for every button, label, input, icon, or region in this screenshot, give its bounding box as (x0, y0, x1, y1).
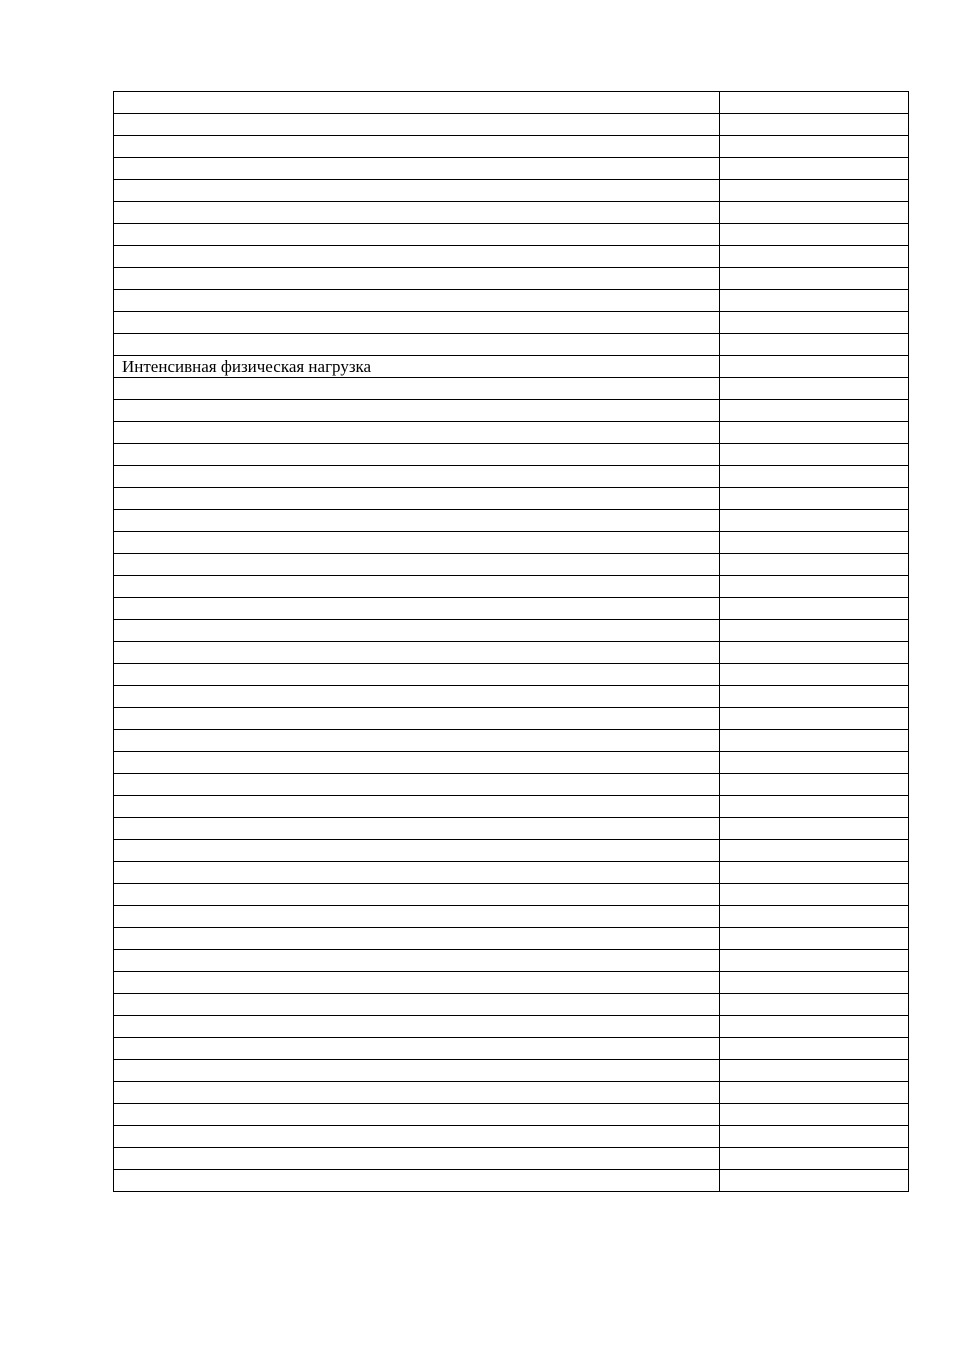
table-cell-value (720, 686, 909, 708)
table-cell-label (114, 268, 720, 290)
table-row (114, 444, 909, 466)
table-cell-label (114, 1016, 720, 1038)
table-row (114, 378, 909, 400)
table-cell-label (114, 818, 720, 840)
table-row (114, 796, 909, 818)
table-cell-value (720, 224, 909, 246)
table-cell-value (720, 180, 909, 202)
table-cell-label (114, 1104, 720, 1126)
table-cell-label (114, 290, 720, 312)
table-body (114, 92, 909, 1192)
table-row (114, 114, 909, 136)
table-row (114, 1038, 909, 1060)
table-cell-label (114, 1170, 720, 1192)
table-row (114, 862, 909, 884)
table-row (114, 92, 909, 114)
table-cell-label (114, 906, 720, 928)
table-cell-value (720, 488, 909, 510)
table-row (114, 708, 909, 730)
table-row (114, 576, 909, 598)
table-row (114, 246, 909, 268)
table-cell-label (114, 1126, 720, 1148)
table-cell-value (720, 268, 909, 290)
table-cell-value (720, 290, 909, 312)
table-cell-label (114, 972, 720, 994)
table-cell-label (114, 664, 720, 686)
table-cell-label (114, 180, 720, 202)
document-table (113, 91, 909, 1192)
table-cell-label (114, 92, 720, 114)
table-row (114, 774, 909, 796)
table-cell-value (720, 202, 909, 224)
table-row (114, 752, 909, 774)
table-row (114, 686, 909, 708)
table-row (114, 136, 909, 158)
table-row (114, 334, 909, 356)
table-cell-value (720, 356, 909, 378)
table-row (114, 1126, 909, 1148)
table-cell-label (114, 1038, 720, 1060)
table-row (114, 1016, 909, 1038)
table-cell-value (720, 1104, 909, 1126)
table-cell-value (720, 1038, 909, 1060)
table-cell-value (720, 422, 909, 444)
table-row (114, 224, 909, 246)
table-cell-value (720, 620, 909, 642)
table-cell-label (114, 642, 720, 664)
table-cell-label (114, 202, 720, 224)
table-cell-label (114, 444, 720, 466)
table-cell-label (114, 928, 720, 950)
table-cell-label (114, 1060, 720, 1082)
table-row (114, 1082, 909, 1104)
table-cell-label (114, 246, 720, 268)
table-row (114, 598, 909, 620)
table-cell-value (720, 972, 909, 994)
table-row (114, 290, 909, 312)
table-cell-value (720, 642, 909, 664)
table-row (114, 928, 909, 950)
table-cell-label (114, 510, 720, 532)
table-cell-label (114, 576, 720, 598)
table-cell-value (720, 466, 909, 488)
table-row (114, 466, 909, 488)
table-cell-label (114, 950, 720, 972)
table-row (114, 906, 909, 928)
table-cell-value (720, 664, 909, 686)
table-row (114, 972, 909, 994)
table-row (114, 950, 909, 972)
table-cell-value (720, 136, 909, 158)
table-row (114, 664, 909, 686)
table-row (114, 818, 909, 840)
table-cell-value (720, 752, 909, 774)
table-row (114, 202, 909, 224)
table-cell-label (114, 400, 720, 422)
table-cell-label (114, 488, 720, 510)
table-cell-label (114, 312, 720, 334)
table-cell-value (720, 1126, 909, 1148)
table-row (114, 158, 909, 180)
table-cell-label (114, 136, 720, 158)
table-cell-label (114, 224, 720, 246)
table-cell-label (114, 158, 720, 180)
table-cell-value (720, 796, 909, 818)
table-row (114, 268, 909, 290)
table-cell-value (720, 532, 909, 554)
table-row (114, 180, 909, 202)
table-cell-label (114, 730, 720, 752)
table-cell-label (114, 1082, 720, 1104)
table-cell-value (720, 510, 909, 532)
table-row (114, 422, 909, 444)
table-cell-label: Интенсивная физическая нагрузка (114, 356, 720, 378)
table-cell-value (720, 774, 909, 796)
table-row (114, 312, 909, 334)
table-cell-value (720, 862, 909, 884)
table-row (114, 510, 909, 532)
table-row (114, 730, 909, 752)
table-cell-value (720, 840, 909, 862)
table-row (114, 1170, 909, 1192)
table-row (114, 400, 909, 422)
table-cell-value (720, 950, 909, 972)
table-cell-value (720, 334, 909, 356)
table-cell-value (720, 444, 909, 466)
table-row (114, 884, 909, 906)
table-cell-value (720, 554, 909, 576)
table-cell-label (114, 686, 720, 708)
table-cell-value (720, 1082, 909, 1104)
table-row (114, 532, 909, 554)
table-cell-value (720, 994, 909, 1016)
table-cell-value (720, 906, 909, 928)
table-cell-value (720, 1016, 909, 1038)
table-cell-value (720, 1170, 909, 1192)
table-cell-value (720, 400, 909, 422)
table-cell-label (114, 334, 720, 356)
table-cell-label (114, 884, 720, 906)
table-row (114, 620, 909, 642)
table-cell-value (720, 246, 909, 268)
table-cell-value (720, 1148, 909, 1170)
table-cell-value (720, 92, 909, 114)
table-cell-label (114, 620, 720, 642)
table-cell-label (114, 1148, 720, 1170)
table-cell-value (720, 312, 909, 334)
table-row (114, 1148, 909, 1170)
table-cell-value (720, 576, 909, 598)
table-cell-label (114, 774, 720, 796)
table-cell-label (114, 532, 720, 554)
table-cell-label (114, 554, 720, 576)
table-cell-label (114, 598, 720, 620)
table-row (114, 1104, 909, 1126)
table-cell-label (114, 378, 720, 400)
table-cell-label (114, 708, 720, 730)
table-row (114, 1060, 909, 1082)
table-cell-value (720, 598, 909, 620)
table-cell-value (720, 158, 909, 180)
table-cell-value (720, 114, 909, 136)
table-row (114, 554, 909, 576)
table-row (114, 994, 909, 1016)
table-row (114, 840, 909, 862)
table-cell-value (720, 730, 909, 752)
table-cell-label (114, 994, 720, 1016)
table-cell-value (720, 818, 909, 840)
table-cell-label (114, 466, 720, 488)
table-row (114, 488, 909, 510)
table-cell-value (720, 378, 909, 400)
table-cell-label (114, 840, 720, 862)
table-cell-value (720, 1060, 909, 1082)
table-cell-label (114, 796, 720, 818)
table-cell-value (720, 928, 909, 950)
table-cell-label (114, 422, 720, 444)
table-row (114, 642, 909, 664)
table-row (114, 356, 909, 378)
table-cell-value (720, 884, 909, 906)
table-cell-value (720, 708, 909, 730)
table-cell-label (114, 752, 720, 774)
table-cell-label (114, 114, 720, 136)
table-cell-label (114, 862, 720, 884)
